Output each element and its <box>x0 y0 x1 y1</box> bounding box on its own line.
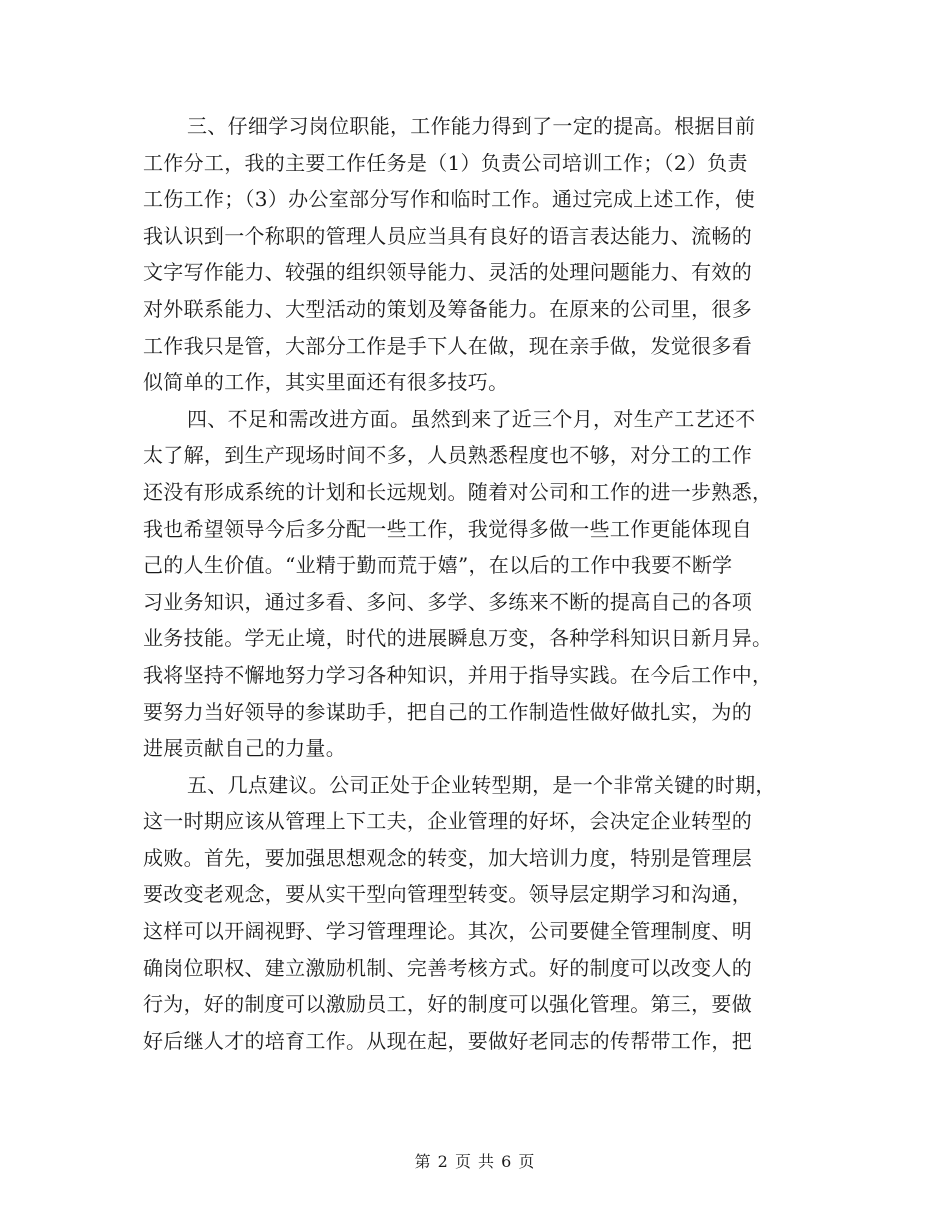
text-line: 业务技能。学无止境，时代的进展瞬息万变，各种学科知识日新月异。 <box>143 626 773 651</box>
text-line: 这一时期应该从管理上下工夫，企业管理的好坏，会决定企业转型的 <box>143 809 752 834</box>
paragraph-first-line: 四、不足和需改进方面。虽然到来了近三个月，对生产工艺还不 <box>187 406 756 431</box>
text-line: 对外联系能力、大型活动的策划及筹备能力。在原来的公司里，很多 <box>143 296 752 321</box>
text-line: 习业务知识，通过多看、多问、多学、多练来不断的提高自己的各项 <box>143 589 752 614</box>
page-footer: 第 2 页 共 6 页 <box>414 1152 536 1171</box>
text-line: 要改变老观念，要从实干型向管理型转变。领导层定期学习和沟通， <box>143 882 752 907</box>
text-line: 进展贡献自己的力量。 <box>143 736 346 761</box>
paragraph-first-line: 五、几点建议。公司正处于企业转型期，是一个非常关键的时期， <box>187 772 776 797</box>
text-line: 好后继人才的培育工作。从现在起，要做好老同志的传帮带工作，把 <box>143 1028 752 1053</box>
text-line: 我将坚持不懈地努力学习各种知识，并用于指导实践。在今后工作中， <box>143 662 773 687</box>
text-line: 还没有形成系统的计划和长远规划。随着对公司和工作的进一步熟悉， <box>143 479 773 504</box>
text-line: 我认识到一个称职的管理人员应当具有良好的语言表达能力、流畅的 <box>143 223 752 248</box>
text-line: 行为，好的制度可以激励员工，好的制度可以强化管理。第三，要做 <box>143 992 752 1017</box>
text-line: 太了解，到生产现场时间不多，人员熟悉程度也不够，对分工的工作 <box>143 443 752 468</box>
paragraph-first-line: 三、仔细学习岗位职能，工作能力得到了一定的提高。根据目前 <box>187 114 756 138</box>
text-line: 工伤工作；（3）办公室部分写作和临时工作。通过完成上述工作，使 <box>143 187 756 212</box>
text-line: 我也希望领导今后多分配一些工作，我觉得多做一些工作更能体现自 <box>143 516 752 541</box>
text-line: 己的人生价值。“业精于勤而荒于嬉”，在以后的工作中我要不断学 <box>143 553 733 578</box>
document-body <box>143 108 808 1059</box>
text-line: 工作我只是管，大部分工作是手下人在做，现在亲手做，发觉很多看 <box>143 333 752 358</box>
text-line: 工作分工，我的主要工作任务是（1）负责公司培训工作；（2）负责 <box>143 150 748 175</box>
text-line: 文字写作能力、较强的组织领导能力、灵活的处理问题能力、有效的 <box>143 260 752 285</box>
text-line: 这样可以开阔视野、学习管理理论。其次，公司要健全管理制度、明 <box>143 919 752 944</box>
text-line: 似简单的工作，其实里面还有很多技巧。 <box>143 370 509 395</box>
text-line: 成败。首先，要加强思想观念的转变，加大培训力度，特别是管理层 <box>143 845 752 870</box>
text-line: 要努力当好领导的参谋助手，把自己的工作制造性做好做扎实，为的 <box>143 699 752 724</box>
text-line: 确岗位职权、建立激励机制、完善考核方式。好的制度可以改变人的 <box>143 955 752 980</box>
